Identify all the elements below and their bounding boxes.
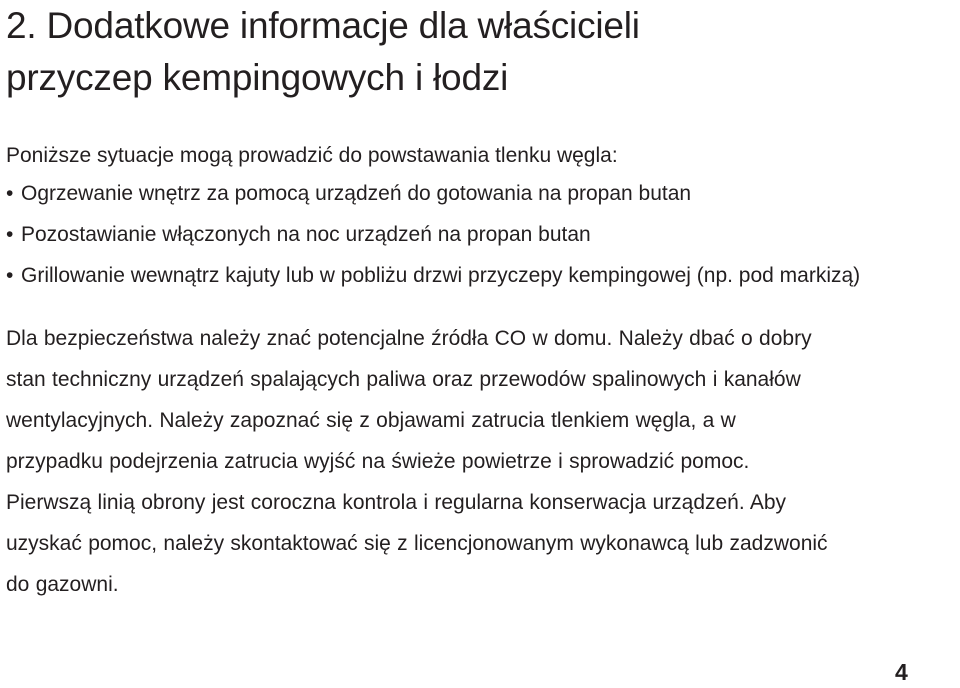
paragraph-line: Dla bezpieczeństwa należy znać potencjalne źródła CO w domu. Należy dbać o dobry [6,327,812,350]
bullet-icon: • [6,223,14,246]
bullet-icon: • [6,264,14,287]
paragraph-line: Pierwszą linią obrony jest coroczna kontrola i regularna konserwacja urządzeń. Aby [6,491,787,514]
list-item [6,179,860,220]
paragraph-line: wentylacyjnych. Należy zapoznać się z objawami zatrucia tlenkiem węgla, a w [6,409,736,432]
section-heading-line-2: przyczep kempingowych i łodzi [6,57,509,98]
list-item-text: Ogrzewanie wnętrz za pomocą urządzeń do gotowania na propan butan [21,182,692,205]
safety-paragraph [6,318,956,605]
intro-text: Poniższe sytuacje mogą prowadzić do powstawania tlenku węgla: [6,144,618,167]
bullet-list [6,179,860,302]
paragraph-line: przypadku podejrzenia zatrucia wyjść na świeże powietrze i sprowadzić pomoc. [6,450,750,473]
list-item-text: Grillowanie wewnątrz kajuty lub w pobliżu drzwi przyczepy kempingowej (np. pod markizą) [21,264,861,287]
paragraph-line: stan techniczny urządzeń spalających paliwa oraz przewodów spalinowych i kanałów [6,368,801,391]
page-number: 4 [895,659,908,685]
section-heading [6,0,946,104]
paragraph-line: uzyskać pomoc, należy skontaktować się z licencjonowanym wykonawcą lub zadzwonić [6,532,828,555]
section-heading-line-1: 2. Dodatkowe informacje dla właścicieli [6,5,640,46]
bullet-icon: • [6,182,14,205]
list-item-text: Pozostawianie włączonych na noc urządzeń na propan butan [21,223,591,246]
paragraph-line: do gazowni. [6,573,119,596]
list-item [6,261,860,302]
list-item [6,220,860,261]
